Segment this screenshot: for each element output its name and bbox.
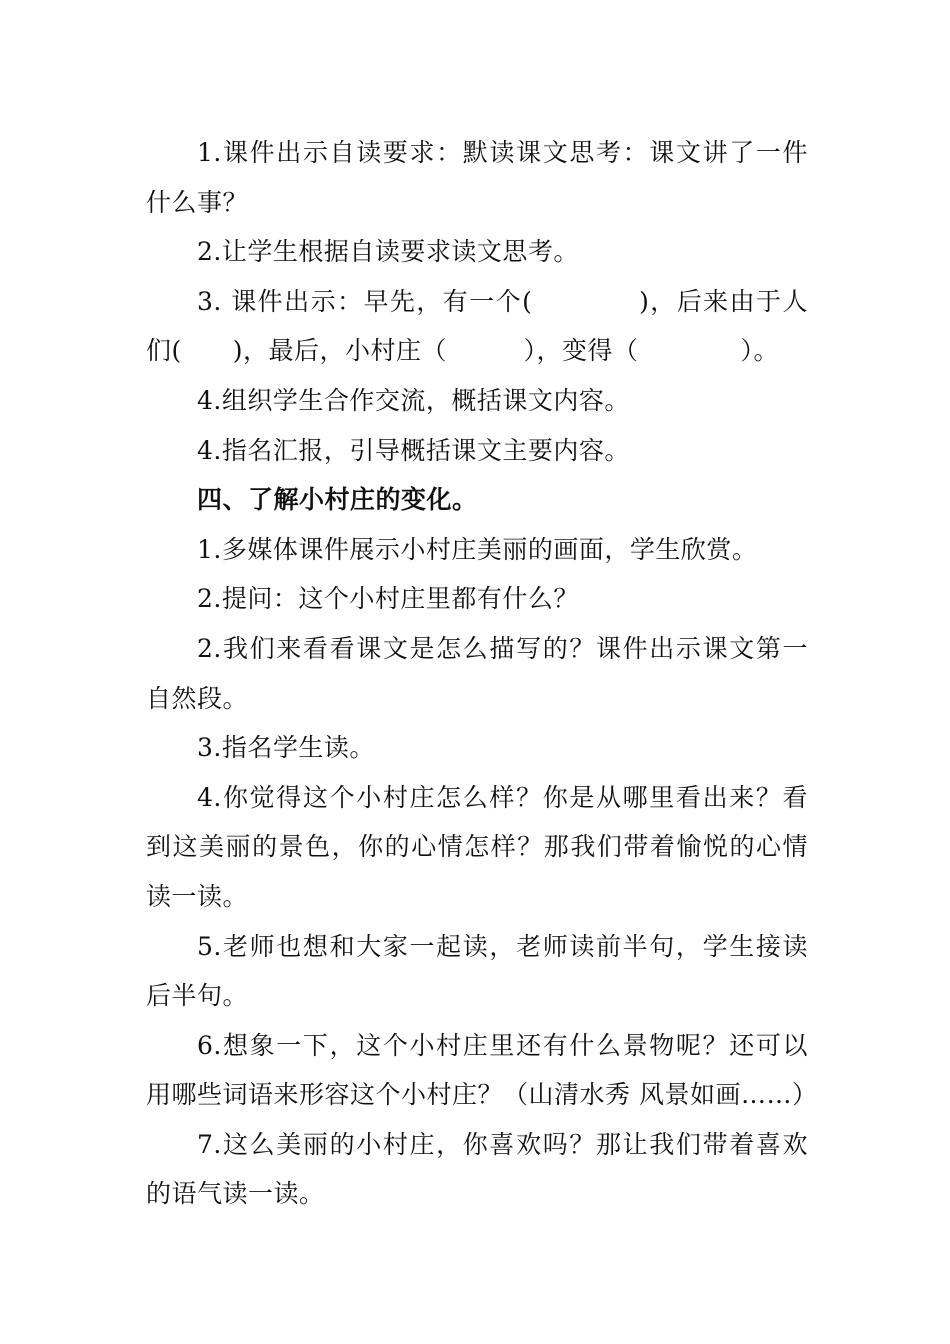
paragraph-5: 4.指名汇报，引导概括课文主要内容。 <box>197 435 630 465</box>
paragraph-12: 6.想象一下，这个小村庄里还有什么景物呢？还可以用哪些词语来形容这个小村庄？（山清水秀 风景如画……） <box>146 1030 818 1110</box>
section-heading: 四、了解小村庄的变化。 <box>197 485 478 515</box>
paragraph-13: 7.这么美丽的小村庄，你喜欢吗？那让我们带着喜欢的语气读一读。 <box>146 1129 808 1209</box>
paragraph-7: 2.提问：这个小村庄里都有什么？ <box>197 584 579 614</box>
paragraph-9: 3.指名学生读。 <box>197 733 375 763</box>
paragraph-6: 1.多媒体课件展示小村庄美丽的画面，学生欣赏。 <box>197 534 758 564</box>
paragraph-8: 2.我们来看看课文是怎么描写的？课件出示课文第一自然段。 <box>146 633 808 713</box>
paragraph-3: 3. 课件出示：早先，有一个( )，后来由于人们( )，最后，小村庄（ ），变得（ ）。 <box>146 286 808 366</box>
paragraph-10: 4.你觉得这个小村庄怎么样？你是从哪里看出来？看到这美丽的景色，你的心情怎样？那我们带着愉悦的心情读一读。 <box>146 782 808 911</box>
paragraph-2: 2.让学生根据自读要求读文思考。 <box>197 237 579 267</box>
document-page <box>146 128 818 1219</box>
paragraph-1: 1.课件出示自读要求：默读课文思考：课文讲了一件什么事？ <box>146 138 808 217</box>
paragraph-4: 4.组织学生合作交流，概括课文内容。 <box>197 385 630 415</box>
paragraph-11: 5.老师也想和大家一起读，老师读前半句，学生接读后半句。 <box>146 931 808 1011</box>
